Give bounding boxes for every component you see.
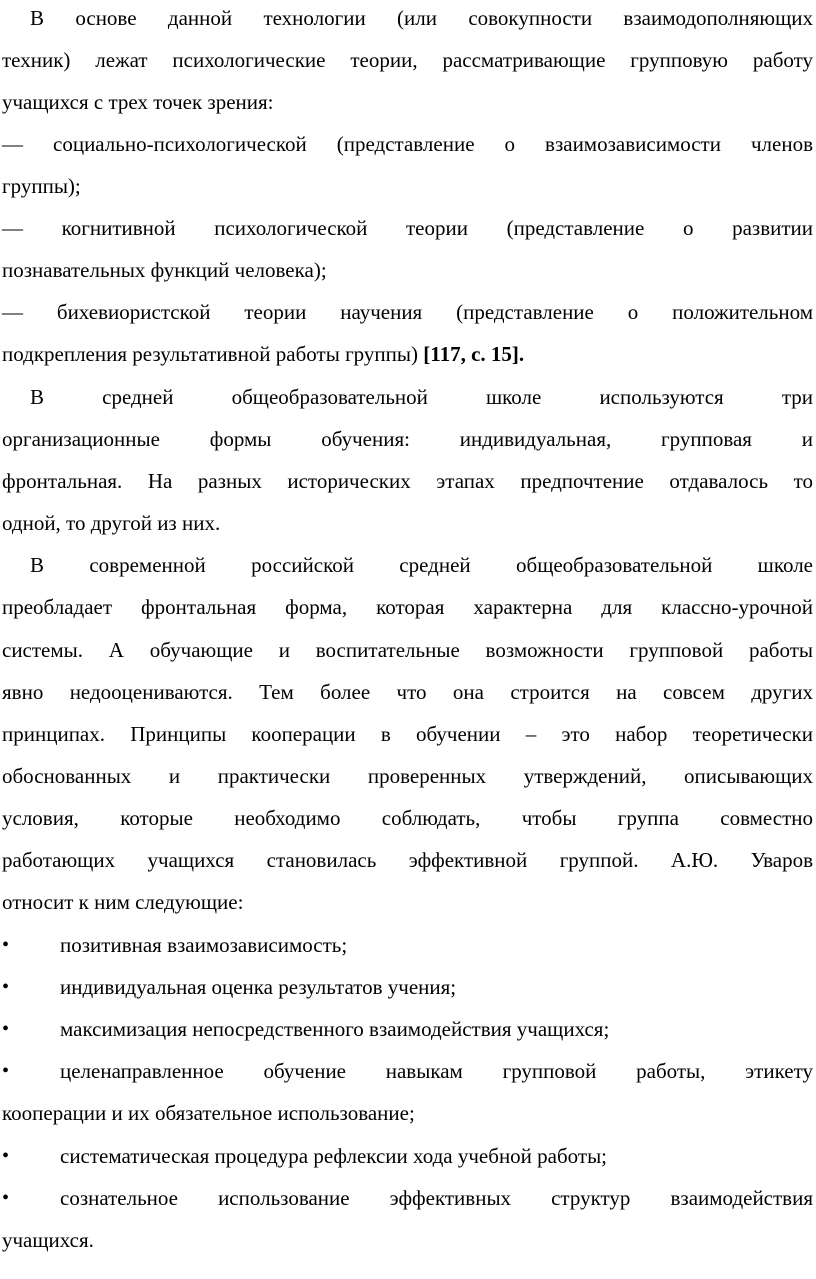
paragraph-2-line-3: фронтальная. На разных исторических этапах предпочтение отдавалось то [2,469,813,493]
bullet-icon: • [2,1018,10,1040]
bullet-icon: • [2,934,10,956]
list-item [2,1140,813,1172]
paragraph-1-line-3: учащихся с трех точек зрения: [2,90,274,114]
paragraph-3-line-1: В современной российской средней общеобразовательной школе [30,553,813,577]
dash-item-2-line-2: познавательных функций человека); [2,258,327,282]
list-item [2,929,813,961]
paragraph-3-line-9: относит к ним следующие: [2,890,244,914]
list-item-text: максимизация непосредственного взаимодействия учащихся; [60,1017,610,1041]
dash-item-3-line-2 [2,338,813,370]
list-item [2,1013,813,1045]
citation-reference: [117, с. 15]. [423,342,525,366]
paragraph-3-line-5: принципах. Принципы кооперации в обучении – это набор теоретически [2,722,813,746]
paragraph-2-line-1: В средней общеобразовательной школе используются три [30,385,813,409]
paragraph-3-line-2: преобладает фронтальная форма, которая характерна для классно-урочной [2,595,813,619]
bullet-icon: • [2,1145,10,1167]
list-item [2,1055,813,1087]
dash-item-3-line-1: — бихевиористской теории научения (представление о положительном [2,300,813,324]
paragraph-1-line-1: В основе данной технологии (или совокупности взаимодополняющих [30,6,813,30]
list-item [2,971,813,1003]
paragraph-2-line-2: организационные формы обучения: индивидуальная, групповая и [2,427,813,451]
dash-item-1-line-2: группы); [2,174,81,198]
list-item-text: систематическая процедура рефлексии хода учебной работы; [60,1144,608,1168]
list-item-continuation: кооперации и их обязательное использование; [2,1101,415,1125]
dash-item-2-line-1: — когнитивной психологической теории (представление о развитии [2,216,813,240]
dash-item-3-text: подкрепления результативной работы группы) [2,342,424,366]
list-item [2,1182,813,1214]
bullet-icon: • [2,976,10,998]
paragraph-3-line-6: обоснованных и практически проверенных утверждений, описывающих [2,764,813,788]
paragraph-3-line-4: явно недооцениваются. Тем более что она строится на совсем других [2,680,813,704]
paragraph-3-line-7: условия, которые необходимо соблюдать, чтобы группа совместно [2,806,813,830]
paragraph-3-line-3: системы. А обучающие и воспитательные возможности групповой работы [2,638,813,662]
paragraph-3-line-8: работающих учащихся становилась эффективной группой. А.Ю. Уваров [2,848,813,872]
list-item-text: позитивная взаимозависимость; [60,933,348,957]
bullet-icon: • [2,1187,10,1209]
bullet-icon: • [2,1060,10,1082]
list-item-continuation: учащихся. [2,1228,94,1252]
list-item-text: индивидуальная оценка результатов учения; [60,975,457,999]
list-item-text: сознательное использование эффективных структур взаимодействия [60,1186,813,1210]
paragraph-2-line-4: одной, то другой из них. [2,511,221,535]
list-item-text: целенаправленное обучение навыкам групповой работы, этикету [60,1059,813,1083]
dash-item-1-line-1: — социально-психологической (представление о взаимозависимости членов [2,132,813,156]
paragraph-1-line-2: техник) лежат психологические теории, рассматривающие групповую работу [2,48,813,72]
